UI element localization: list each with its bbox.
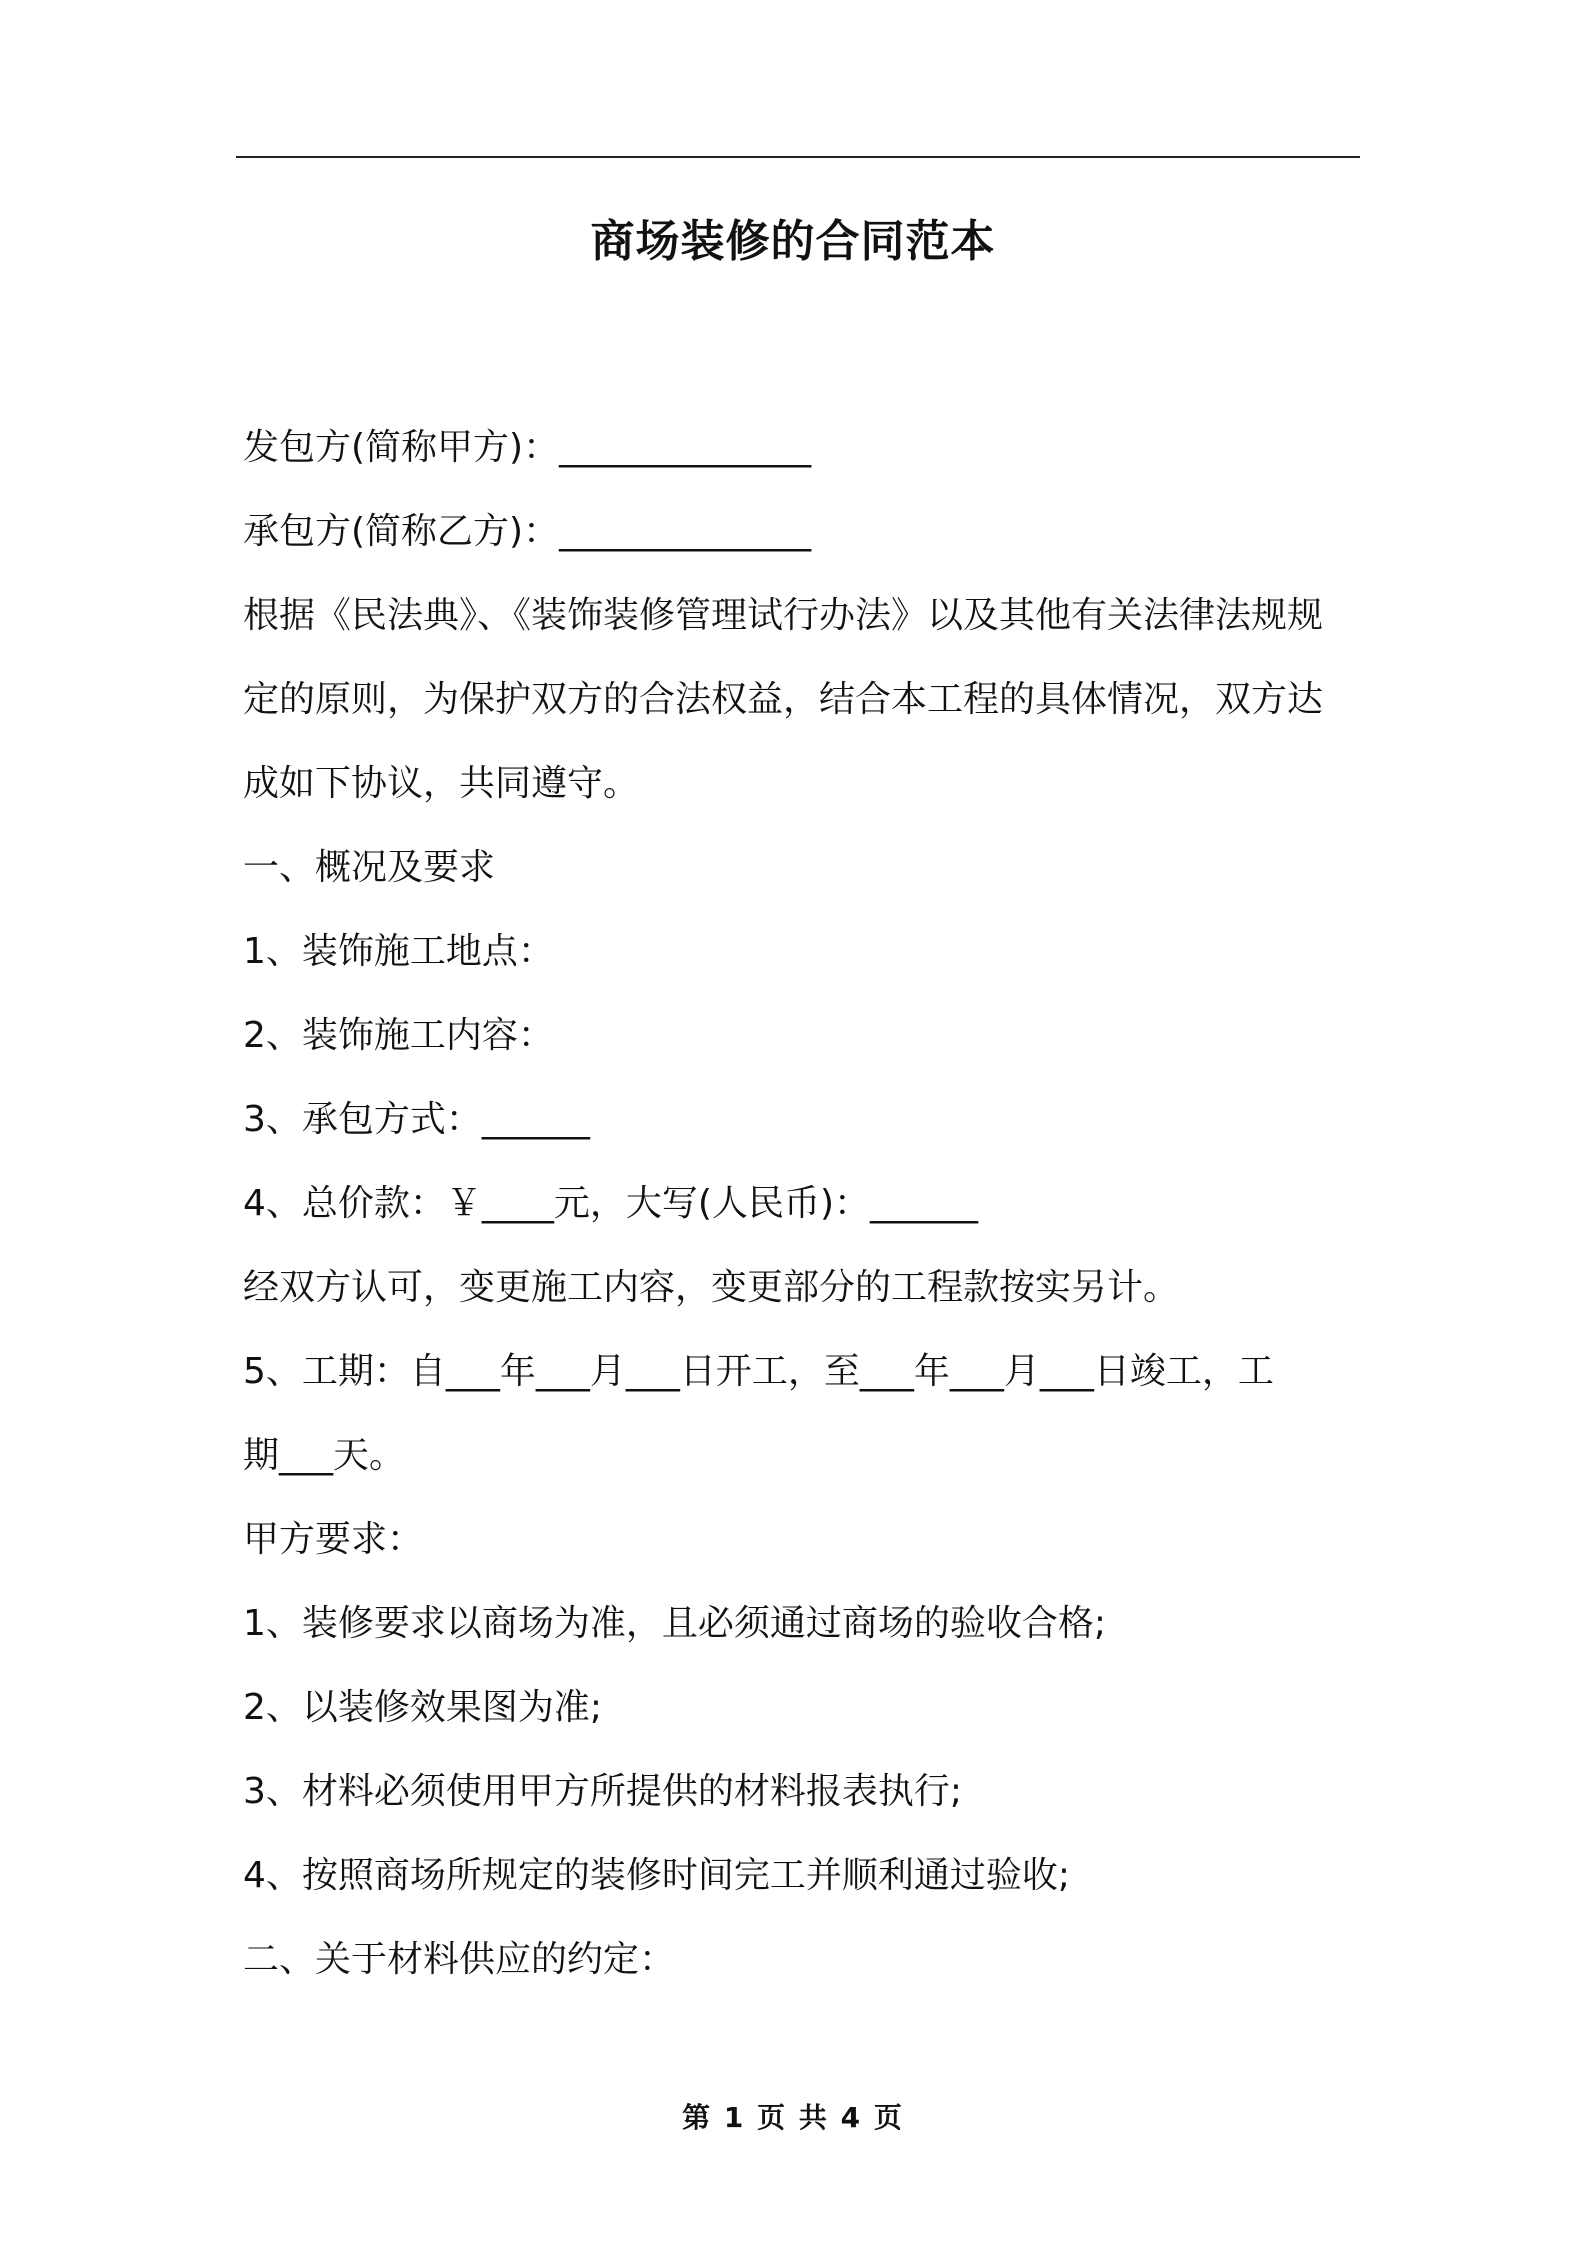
party-b-line: 承包方(简称乙方)：______________: [243, 511, 812, 552]
item-total-price: 4、总价款：￥____元，大写(人民币)：______: [243, 1183, 978, 1224]
section-1-heading: 一、概况及要求: [243, 847, 496, 888]
item-location: 1、装饰施工地点：: [243, 931, 554, 972]
item-duration-line-2: 期___天。: [243, 1435, 406, 1476]
change-note: 经双方认可，变更施工内容，变更部分的工程款按实另计。: [243, 1267, 1180, 1308]
party-a-requirements-heading: 甲方要求：: [243, 1519, 424, 1560]
preamble-line-1: 根据《民法典》、《装饰装修管理试行办法》以及其他有关法律法规规: [243, 595, 1324, 636]
requirement-4: 4、按照商场所规定的装修时间完工并顺利通过验收;: [243, 1855, 1071, 1896]
section-2-heading: 二、关于材料供应的约定：: [243, 1939, 676, 1980]
requirement-1: 1、装修要求以商场为准，且必须通过商场的验收合格;: [243, 1603, 1107, 1644]
document-body: [243, 406, 1355, 2002]
preamble-line-3: 成如下协议，共同遵守。: [243, 763, 640, 804]
document-title: 商场装修的合同范本: [590, 216, 996, 267]
preamble-line-2: 定的原则，为保护双方的合法权益，结合本工程的具体情况，双方达: [243, 679, 1324, 720]
header-rule: [236, 156, 1360, 158]
party-a-line: 发包方(简称甲方)：______________: [243, 427, 812, 468]
item-duration-line-1: 5、工期：自___年___月___日开工，至___年___月___日竣工，工: [243, 1351, 1274, 1392]
requirement-2: 2、以装修效果图为准;: [243, 1687, 603, 1728]
item-contract-method: 3、承包方式：______: [243, 1099, 590, 1140]
page-footer: 第 1 页 共 4 页: [682, 2101, 904, 2134]
item-content: 2、装饰施工内容：: [243, 1015, 554, 1056]
requirement-3: 3、材料必须使用甲方所提供的材料报表执行;: [243, 1771, 963, 1812]
